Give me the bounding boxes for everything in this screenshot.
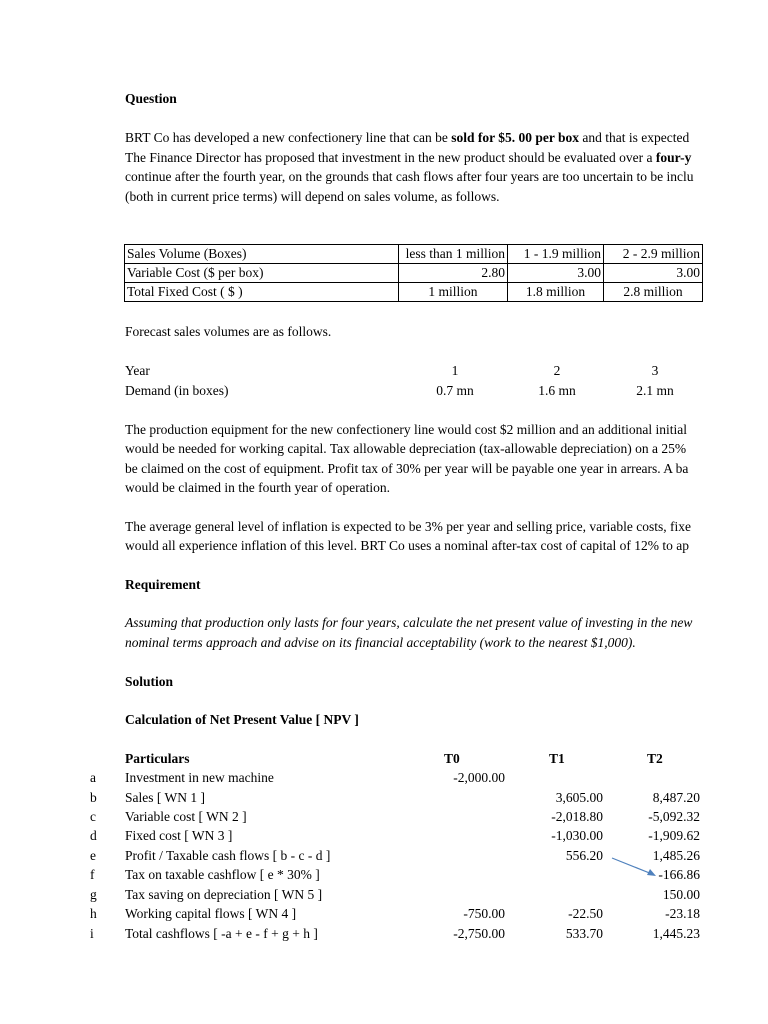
forecast-year-label: Year bbox=[125, 363, 150, 378]
table-row bbox=[125, 245, 703, 264]
intro-line-1 bbox=[125, 130, 689, 146]
row-letter: h bbox=[90, 906, 97, 921]
question-heading: Question bbox=[125, 91, 177, 106]
forecast-demand: 0.7 mn bbox=[436, 383, 474, 398]
table-cell: 3.00 bbox=[604, 264, 703, 283]
equipment-line: would be claimed in the fourth year of operation. bbox=[125, 480, 391, 495]
equipment-line: be claimed on the cost of equipment. Profit tax of 30% per year will be payable one year in arrears. A ba bbox=[125, 461, 689, 476]
row-label: Total cashflows [ -a + e - f + g + h ] bbox=[125, 926, 318, 941]
table-cell: Variable Cost ($ per box) bbox=[125, 264, 399, 283]
row-letter: c bbox=[90, 809, 96, 824]
solution-heading: Solution bbox=[125, 674, 174, 689]
sales-volume-table bbox=[124, 244, 703, 302]
row-label: Working capital flows [ WN 4 ] bbox=[125, 906, 297, 921]
equipment-line: The production equipment for the new confectionery line would cost $2 million and an additional initial bbox=[125, 422, 687, 437]
table-cell: less than 1 million bbox=[399, 245, 508, 264]
table-cell: Sales Volume (Boxes) bbox=[125, 245, 399, 264]
row-label: Fixed cost [ WN 3 ] bbox=[125, 828, 233, 843]
cell-t1: 3,605.00 bbox=[555, 790, 603, 805]
intro-text: and that is expected bbox=[578, 130, 690, 145]
cell-t1: 556.20 bbox=[565, 848, 603, 863]
cell-t1: 533.70 bbox=[565, 926, 603, 941]
table-cell: 3.00 bbox=[508, 264, 604, 283]
npv-header-particulars: Particulars bbox=[125, 751, 190, 766]
table-cell: 1 million bbox=[399, 283, 508, 302]
forecast-intro: Forecast sales volumes are as follows. bbox=[125, 324, 332, 339]
inflation-line: The average general level of inflation is expected to be 3% per year and selling price, variable costs, fixe bbox=[125, 519, 692, 534]
cell-t1: -2,018.80 bbox=[551, 809, 603, 824]
row-letter: f bbox=[90, 867, 95, 882]
row-label: Sales [ WN 1 ] bbox=[125, 790, 205, 805]
intro-line-4: (both in current price terms) will depend on sales volume, as follows. bbox=[125, 189, 500, 204]
row-letter: a bbox=[90, 770, 96, 785]
cell-t2: 150.00 bbox=[662, 887, 700, 902]
forecast-demand: 2.1 mn bbox=[636, 383, 674, 398]
cell-t2: -166.86 bbox=[658, 867, 700, 882]
intro-line-3: continue after the fourth year, on the grounds that cash flows after four years are too uncertain to be inclu bbox=[125, 169, 694, 184]
cell-t1: -1,030.00 bbox=[551, 828, 603, 843]
intro-line-2 bbox=[125, 150, 691, 166]
table-cell: Total Fixed Cost ( $ ) bbox=[125, 283, 399, 302]
forecast-year: 3 bbox=[651, 363, 659, 378]
table-row bbox=[125, 264, 703, 283]
cell-t2: 8,487.20 bbox=[652, 790, 700, 805]
requirement-line: nominal terms approach and advise on its financial acceptability (work to the nearest $1,000). bbox=[125, 635, 636, 650]
cell-t0: -2,750.00 bbox=[453, 926, 505, 941]
requirement-line: Assuming that production only lasts for four years, calculate the net present value of investing in the new bbox=[125, 615, 693, 630]
cell-t1: -22.50 bbox=[568, 906, 603, 921]
inflation-line: would all experience inflation of this level. BRT Co uses a nominal after-tax cost of capital of 12% to ap bbox=[125, 538, 690, 553]
row-letter: b bbox=[90, 790, 97, 805]
intro-text: BRT Co has developed a new confectionery line that can be bbox=[125, 130, 452, 145]
row-label: Investment in new machine bbox=[125, 770, 274, 785]
table-cell: 2.80 bbox=[399, 264, 508, 283]
row-label: Tax on taxable cashflow [ e * 30% ] bbox=[125, 867, 320, 882]
requirement-heading: Requirement bbox=[125, 577, 201, 592]
intro-text: The Finance Director has proposed that investment in the new product should be evaluated over a bbox=[125, 150, 656, 165]
row-label: Tax saving on depreciation [ WN 5 ] bbox=[125, 887, 323, 902]
row-letter: i bbox=[90, 926, 94, 941]
annotation-arrow-icon bbox=[600, 852, 660, 882]
cell-t0: -2,000.00 bbox=[453, 770, 505, 785]
cell-t2: -5,092.32 bbox=[648, 809, 700, 824]
table-cell: 2 - 2.9 million bbox=[604, 245, 703, 264]
npv-header-t0: T0 bbox=[444, 751, 460, 766]
equipment-line: would be needed for working capital. Tax allowable depreciation (tax-allowable depreciation) on a 25% bbox=[125, 441, 687, 456]
forecast-year: 1 bbox=[451, 363, 459, 378]
table-row bbox=[125, 283, 703, 302]
cell-t2: 1,485.26 bbox=[652, 848, 700, 863]
npv-header-t1: T1 bbox=[549, 751, 565, 766]
npv-header-t2: T2 bbox=[647, 751, 663, 766]
cell-t2: -23.18 bbox=[665, 906, 700, 921]
row-letter: e bbox=[90, 848, 96, 863]
cell-t2: -1,909.62 bbox=[648, 828, 700, 843]
table-cell: 1.8 million bbox=[508, 283, 604, 302]
intro-price: sold for $5. 00 per box bbox=[451, 130, 579, 145]
cell-t0: -750.00 bbox=[463, 906, 505, 921]
row-letter: g bbox=[90, 887, 97, 902]
row-label: Variable cost [ WN 2 ] bbox=[125, 809, 247, 824]
table-cell: 2.8 million bbox=[604, 283, 703, 302]
forecast-year: 2 bbox=[553, 363, 561, 378]
forecast-demand: 1.6 mn bbox=[538, 383, 576, 398]
npv-heading: Calculation of Net Present Value [ NPV ] bbox=[125, 712, 359, 727]
forecast-demand-label: Demand (in boxes) bbox=[125, 383, 229, 398]
row-letter: d bbox=[90, 828, 97, 843]
row-label: Profit / Taxable cash flows [ b - c - d ] bbox=[125, 848, 331, 863]
intro-period: four-y bbox=[655, 150, 692, 165]
table-cell: 1 - 1.9 million bbox=[508, 245, 604, 264]
cell-t2: 1,445.23 bbox=[652, 926, 700, 941]
